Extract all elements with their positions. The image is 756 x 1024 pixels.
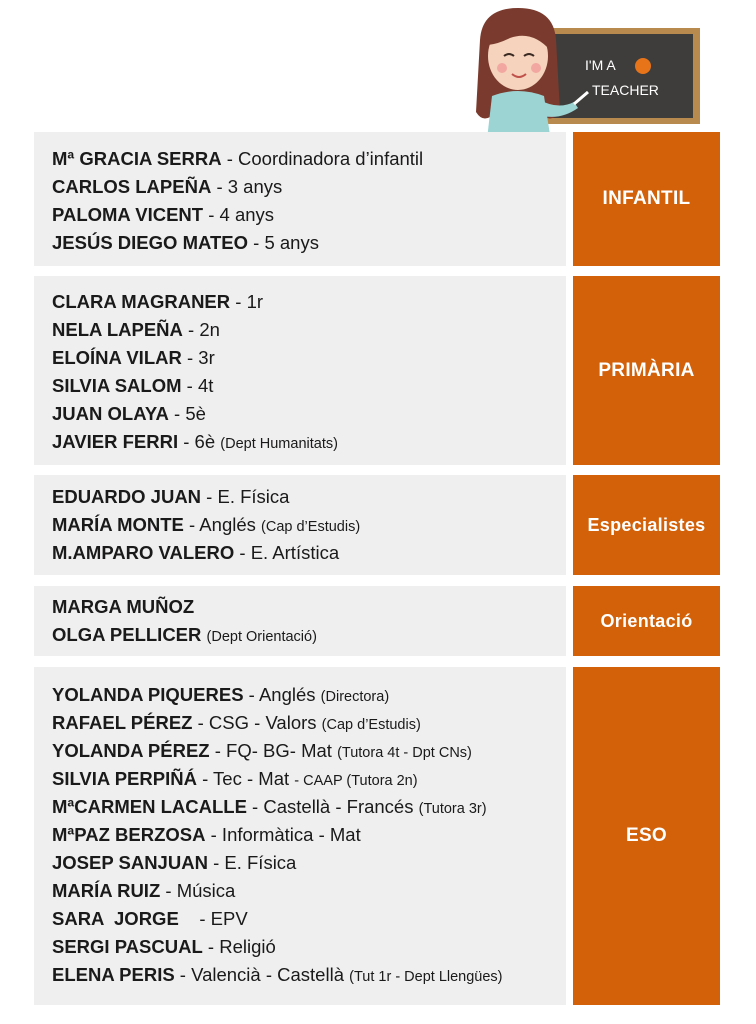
list-item: EDUARDO JUAN - E. Física: [52, 486, 290, 507]
orange-icon: [635, 58, 651, 74]
list-item: ELOÍNA VILAR - 3r: [52, 347, 215, 368]
list-item: YOLANDA PIQUERES - Anglés (Directora): [52, 684, 390, 705]
list-item: ELENA PERIS - Valencià - Castellà (Tut 1r - Dept Llengües): [52, 964, 503, 985]
list-item: YOLANDA PÉREZ - FQ- BG- Mat (Tutora 4t - Dpt CNs): [52, 740, 472, 761]
list-item: SARA JORGE - EPV: [52, 908, 248, 929]
list-item: JAVIER FERRI - 6è (Dept Humanitats): [52, 431, 338, 452]
list-item: JOSEP SANJUAN - E. Física: [52, 852, 297, 873]
section-label: ESO: [573, 667, 720, 1005]
section-orientacio: [34, 586, 720, 656]
section-label: INFANTIL: [573, 132, 720, 266]
list-item: CARLOS LAPEÑA - 3 anys: [52, 176, 283, 197]
list-item: MARGA MUÑOZ: [52, 596, 195, 617]
list-item: Mª GRACIA SERRA - Coordinadora d’infantil: [52, 148, 424, 169]
section-eso: [34, 667, 720, 1005]
section-especialistes: [34, 475, 720, 575]
section-infantil: [34, 132, 720, 266]
list-item: MARÍA MONTE - Anglés (Cap d’Estudis): [52, 514, 361, 535]
list-item: OLGA PELLICER (Dept Orientació): [52, 624, 317, 645]
section-primaria: [34, 276, 720, 465]
list-item: MARÍA RUIZ - Música: [52, 880, 236, 901]
badge-line2: TEACHER: [592, 82, 659, 98]
list-item: CLARA MAGRANER - 1r: [52, 291, 264, 312]
badge-line1: I'M A: [585, 57, 616, 73]
section-label: Especialistes: [573, 475, 720, 575]
list-item: NELA LAPEÑA - 2n: [52, 319, 220, 340]
list-item: SILVIA SALOM - 4t: [52, 375, 214, 396]
list-item: MªCARMEN LACALLE - Castellà - Francés (Tutora 3r): [52, 796, 487, 817]
section-label: PRIMÀRIA: [573, 276, 720, 465]
list-item: MªPAZ BERZOSA - Informàtica - Mat: [52, 824, 361, 845]
list-item: JESÚS DIEGO MATEO - 5 anys: [52, 232, 319, 253]
list-item: M.AMPARO VALERO - E. Artística: [52, 542, 340, 563]
list-item: RAFAEL PÉREZ - CSG - Valors (Cap d’Estudis): [52, 712, 421, 733]
list-item: SERGI PASCUAL - Religió: [52, 936, 276, 957]
list-item: SILVIA PERPIÑÁ - Tec - Mat - CAAP (Tutora 2n): [52, 768, 418, 789]
section-label: Orientació: [573, 586, 720, 656]
list-item: PALOMA VICENT - 4 anys: [52, 204, 275, 225]
list-item: JUAN OLAYA - 5è: [52, 403, 206, 424]
